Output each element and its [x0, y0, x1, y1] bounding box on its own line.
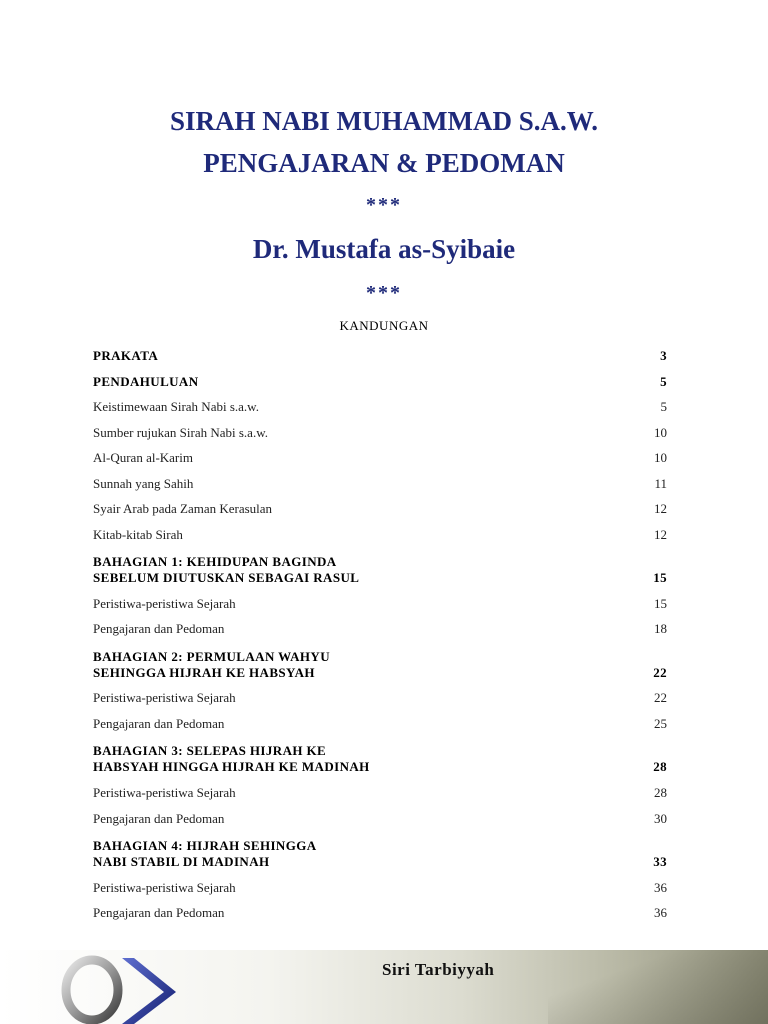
circle-chevron-logo-icon [60, 950, 180, 1024]
toc-entry-page: 5 [660, 374, 667, 389]
footer-shade [548, 950, 768, 1024]
toc-entry [93, 415, 667, 441]
book-title-line2: PENGAJARAN & PEDOMAN [203, 148, 565, 178]
toc-entry-page: 36 [654, 880, 667, 895]
toc-entry-label: Peristiwa-peristiwa Sejarah [93, 690, 236, 705]
toc-entry-label: Pengajaran dan Pedoman [93, 905, 225, 920]
toc-part-label-line2: SEBELUM DIUTUSKAN SEBAGAI RASUL [93, 570, 360, 585]
toc-part-label-line1: BAHAGIAN 2: PERMULAAN WAHYU [93, 649, 330, 664]
toc-entry-label: PRAKATA [93, 348, 159, 363]
toc-entry [93, 706, 667, 732]
toc-entry-page: 25 [654, 716, 667, 731]
toc-heading: KANDUNGAN [339, 318, 429, 333]
toc-entry-page: 10 [654, 425, 667, 440]
footer-banner [0, 950, 768, 1024]
toc-entry-page: 30 [654, 811, 667, 826]
toc-entry-page: 3 [660, 348, 667, 363]
toc-entry-page: 10 [654, 450, 667, 465]
toc-entry-label: Pengajaran dan Pedoman [93, 621, 225, 636]
toc-part-label [93, 743, 627, 775]
toc-entry-label: Sumber rujukan Sirah Nabi s.a.w. [93, 425, 268, 440]
toc-entry [93, 775, 667, 801]
toc-entry [93, 586, 667, 612]
toc-entry-label: Sunnah yang Sahih [93, 476, 194, 491]
toc-entry [93, 364, 667, 390]
toc-entry [93, 390, 667, 415]
toc-part-entry [93, 827, 667, 870]
toc-entry-label: Peristiwa-peristiwa Sejarah [93, 596, 236, 611]
toc-part-entry [93, 732, 667, 775]
toc-entry [93, 612, 667, 637]
toc-part-label-line2: NABI STABIL DI MADINAH [93, 854, 270, 869]
toc-part-label-line1: BAHAGIAN 4: HIJRAH SEHINGGA [93, 838, 317, 853]
toc-part-label [93, 649, 627, 681]
toc-entry-label: Al-Quran al-Karim [93, 450, 193, 465]
author-name: Dr. Mustafa as-Syibaie [252, 234, 516, 264]
toc-entry [93, 441, 667, 466]
toc-entry-page: 15 [654, 596, 667, 611]
toc-entry-label: Syair Arab pada Zaman Kerasulan [93, 501, 273, 516]
toc-part-entry [93, 543, 667, 586]
toc-entry-label: Keistimewaan Sirah Nabi s.a.w. [93, 399, 259, 414]
book-title-line1: SIRAH NABI MUHAMMAD S.A.W. [169, 106, 599, 136]
toc-entry-page: 12 [654, 527, 667, 542]
toc-entry [93, 681, 667, 706]
toc-entry-page: 28 [653, 759, 667, 774]
toc-part-label [93, 554, 627, 586]
toc-entry-label: Peristiwa-peristiwa Sejarah [93, 785, 236, 800]
toc-entry-page: 15 [653, 570, 667, 585]
toc-part-label-line1: BAHAGIAN 3: SELEPAS HIJRAH KE [93, 743, 327, 758]
toc-entry [93, 896, 667, 921]
toc-part-label-line2: SEHINGGA HIJRAH KE HABSYAH [93, 665, 315, 680]
toc-entry [93, 801, 667, 827]
toc-entry-page: 36 [654, 905, 667, 920]
toc-entry [93, 870, 667, 896]
toc-part-label-line1: BAHAGIAN 1: KEHIDUPAN BAGINDA [93, 554, 337, 569]
toc-part-label [93, 838, 627, 870]
stars-divider-2: *** [366, 282, 402, 304]
series-name: Siri Tarbiyyah [382, 960, 495, 979]
toc-entry-page: 28 [654, 785, 667, 800]
toc-entry-label: Kitab-kitab Sirah [93, 527, 183, 542]
toc-entry [93, 340, 667, 364]
toc-part-entry [93, 637, 667, 681]
toc-entry-page: 33 [653, 854, 667, 869]
toc-entry-page: 11 [654, 476, 667, 491]
toc-entry-page: 22 [653, 665, 667, 680]
toc-entry-page: 12 [654, 501, 667, 516]
toc-entry [93, 466, 667, 492]
toc-entry-label: PENDAHULUAN [93, 374, 199, 389]
title-block [0, 100, 768, 314]
toc-entry [93, 492, 667, 517]
toc-entry-label: Pengajaran dan Pedoman [93, 811, 225, 826]
table-of-contents [93, 340, 667, 921]
toc-entry-page: 22 [654, 690, 667, 705]
stars-divider-1: *** [366, 194, 402, 216]
toc-entry-label: Peristiwa-peristiwa Sejarah [93, 880, 236, 895]
toc-entry-page: 18 [654, 621, 667, 636]
toc-part-label-line2: HABSYAH HINGGA HIJRAH KE MADINAH [93, 759, 370, 774]
toc-entry [93, 517, 667, 543]
toc-entry-page: 5 [660, 399, 667, 414]
toc-entry-label: Pengajaran dan Pedoman [93, 716, 225, 731]
